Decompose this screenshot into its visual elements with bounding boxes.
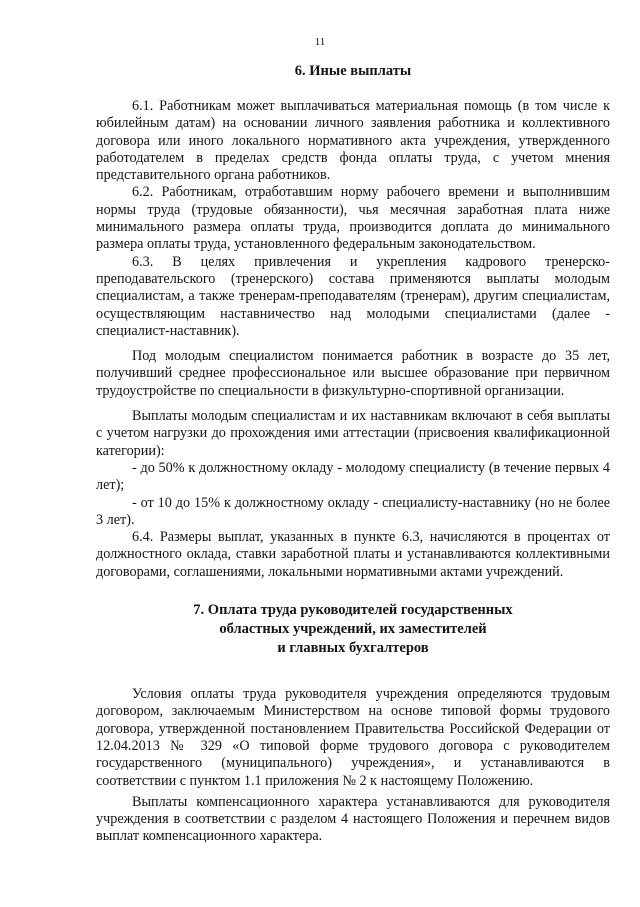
paragraph-6-2: 6.2. Работникам, отработавшим норму рабочего времени и выполнившим нормы труда (трудовые обязанности), чья месячная заработная плата ниже минимального размера оплаты труда, производится доплата до минимального размера оплаты труда, установленного федеральным законодательством. xyxy=(96,184,610,253)
paragraph-7-conditions: Условия оплаты труда руководителя учреждения определяются трудовым договором, заключаемым Министерством на основе типовой формы трудового договора, утвержденной постановлением Правительства Российской Федерации от 12.04.2013 № 329 «О типовой форме трудового договора с руководителем государственного (муниципального) учреждения», и устанавливаются в соответствии с пунктом 1.1 приложения № 2 к настоящему Положению. xyxy=(96,686,610,789)
section-7-title xyxy=(96,601,610,658)
section-7-title-line-3: и главных бухгалтеров xyxy=(277,640,429,657)
document-body xyxy=(96,62,610,846)
list-item-young-specialist-rate: - до 50% к должностному окладу - молодому специалисту (в течение первых 4 лет); xyxy=(96,459,610,494)
paragraph-7-compensation: Выплаты компенсационного характера устанавливаются для руководителя учреждения в соответствии с разделом 4 настоящего Положения и перечнем видов выплат компенсационного характера. xyxy=(96,793,610,845)
section-7-title-line-2: областных учреждений, их заместителей xyxy=(219,621,487,638)
paragraph-6-3: 6.3. В целях привлечения и укрепления кадрового тренерско-преподавательского (тренерского) состава применяются выплаты молодым специалистам, а также тренерам-преподавателям (тренерам), другим специалистам, осуществляющим наставничество над молодыми специалистами (далее - специалист-наставник). xyxy=(96,253,610,339)
paragraph-payments-include: Выплаты молодым специалистам и их наставникам включают в себя выплаты с учетом нагрузки до прохождения ими аттестации (присвоения квалификационной категории): xyxy=(96,408,610,459)
paragraph-6-4: 6.4. Размеры выплат, указанных в пункте 6.3, начисляются в процентах от должностного оклада, ставки заработной платы и устанавливаются коллективными договорами, соглашениями, локальными нормативными актами учреждений. xyxy=(96,529,610,580)
page-number: 11 xyxy=(314,36,326,48)
paragraph-young-specialist-definition: Под молодым специалистом понимается работник в возрасте до 35 лет, получивший среднее профессиональное или высшее образование при первичном трудоустройстве по специальности в физкультурно-спортивной организации. xyxy=(96,348,610,399)
section-7-title-line-1: 7. Оплата труда руководителей государственных xyxy=(193,602,513,619)
section-6-title: 6. Иные выплаты xyxy=(294,63,412,79)
paragraph-6-1: 6.1. Работникам может выплачиваться материальная помощь (в том числе к юбилейным датам) на основании личного заявления работника и коллективного договора или иного локального нормативного акта учреждения, утвержденного работодателем в пределах средств фонда оплаты труда, с учетом мнения представительного органа работников. xyxy=(96,98,610,184)
list-item-mentor-rate: - от 10 до 15% к должностному окладу - специалисту-наставнику (но не более 3 лет). xyxy=(96,494,610,528)
